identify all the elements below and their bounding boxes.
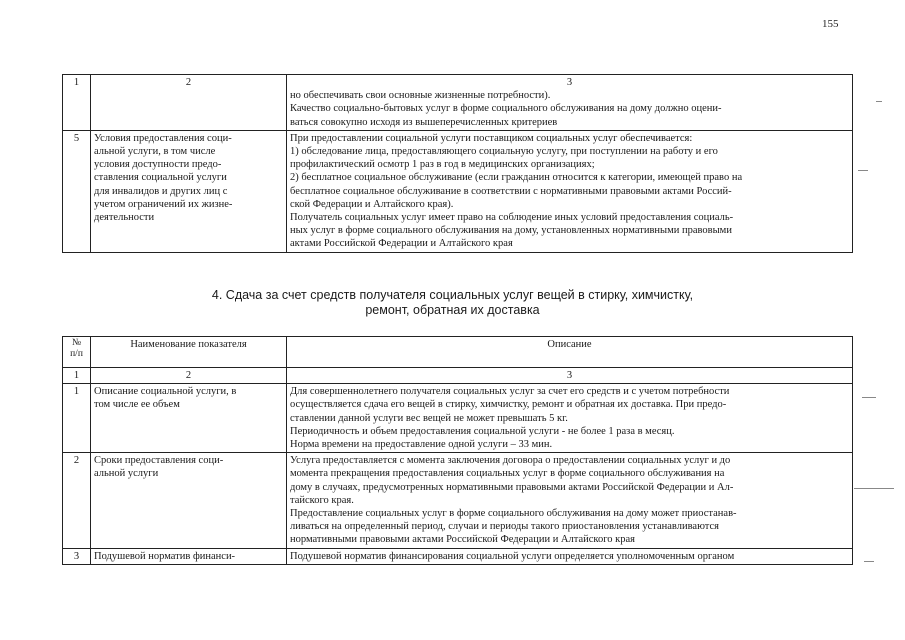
indicator-description: Услуга предоставляется с момента заключения договора о предоставлении социальных услуг и до момента прекращения предоставления социальных услуг в форме социального обслуживания на дому в случаях, предусмотренных нормативными правовыми актами Российской Федерации и Ал- тайского края. Предоставление социальных услуг в форме социального обслуживания на дому может приостанав- ливаться на определенный период, случаи и периоды такого приостановления устанавливаются нормативными правовыми актами Российской Федерации и Алтайского края bbox=[287, 453, 853, 548]
text-line: но обеспечивать свои основные жизненные потребности). bbox=[290, 90, 551, 102]
scan-mark bbox=[876, 101, 882, 102]
row-number: 2 bbox=[63, 453, 91, 548]
table-row bbox=[63, 548, 853, 564]
row-number: 3 bbox=[63, 548, 91, 564]
page-number: 155 bbox=[822, 18, 839, 30]
indicator-name: Описание социальной услуги, в том числе ее объем bbox=[91, 384, 287, 453]
column-numbers-row bbox=[63, 368, 853, 384]
scan-mark bbox=[862, 397, 876, 398]
text-line: Качество социально-бытовых услуг в форме социального обслуживания на дому должно оцени- bbox=[290, 103, 722, 115]
continuation-cell bbox=[287, 75, 853, 131]
column-number-1: 1 bbox=[63, 75, 91, 131]
table-header-row bbox=[63, 337, 853, 368]
column-number-3: 3 bbox=[566, 77, 573, 88]
table-row bbox=[63, 384, 853, 453]
header-name: Наименование показателя bbox=[91, 337, 287, 368]
section-title-line-2: ремонт, обратная их доставка bbox=[365, 303, 540, 317]
indicator-name: Условия предоставления соци- альной услуги, в том числе условия доступности предо- ставления социальной услуги для инвалидов и других лиц с учетом ограничений их жизне- деятельности bbox=[91, 130, 287, 252]
scan-mark bbox=[854, 488, 894, 489]
header-num: № п/п bbox=[63, 337, 91, 368]
header-description: Описание bbox=[287, 337, 853, 368]
scan-mark bbox=[858, 170, 868, 171]
table-row bbox=[63, 453, 853, 548]
indicator-name: Сроки предоставления соци- альной услуги bbox=[91, 453, 287, 548]
table-row bbox=[63, 130, 853, 252]
scan-mark bbox=[864, 561, 874, 562]
column-number-1: 1 bbox=[63, 368, 91, 384]
column-number-2: 2 bbox=[91, 75, 287, 131]
text-line: ваться совокупно исходя из вышеперечисленных критериев bbox=[290, 116, 558, 128]
column-number-3: 3 bbox=[287, 368, 853, 384]
indicator-description: Подушевой норматив финансирования социальной услуги определяется уполномоченным органом bbox=[287, 548, 853, 564]
section-title bbox=[0, 288, 905, 318]
column-number-2: 2 bbox=[91, 368, 287, 384]
indicator-description: Для совершеннолетнего получателя социальных услуг за счет его средств и с учетом потребности осуществляется сдача его вещей в стирку, химчистку, ремонт и обратная их доставка. При предо- ставлении данной услуги вес вещей не может превышать 5 кг. Периодичность и объем предоставления социальной услуги - не более 1 раза в месяц. Норма времени на предоставление одной услуги – 33 мин. bbox=[287, 384, 853, 453]
row-number: 1 bbox=[63, 384, 91, 453]
laundry-service-table bbox=[62, 336, 853, 565]
indicator-name: Подушевой норматив финанси- bbox=[91, 548, 287, 564]
indicator-description: При предоставлении социальной услуги поставщиком социальных услуг обеспечивается: 1) обследование лица, предоставляющего социальную услугу, при поступлении на работу и его профилактический осмотр 1 раз в год в медицинских организациях; 2) бесплатное социальное обслуживание (если гражданин относится к категории, имеющей право на бесплатное социальное обслуживание в соответствии с нормативными правовыми актами Россий- ской Федерации и Алтайского края). Получатель социальных услуг имеет право на соблюдение иных условий предоставления социаль- ных услуг в форме социального обслуживания на дому, установленных нормативными правовыми актами Российской Федерации и Алтайского края bbox=[287, 130, 853, 252]
section-title-line-1: 4. Сдача за счет средств получателя социальных услуг вещей в стирку, химчистку, bbox=[211, 288, 694, 302]
row-number: 5 bbox=[63, 130, 91, 252]
services-table-continued bbox=[62, 74, 853, 253]
table-row bbox=[63, 75, 853, 131]
